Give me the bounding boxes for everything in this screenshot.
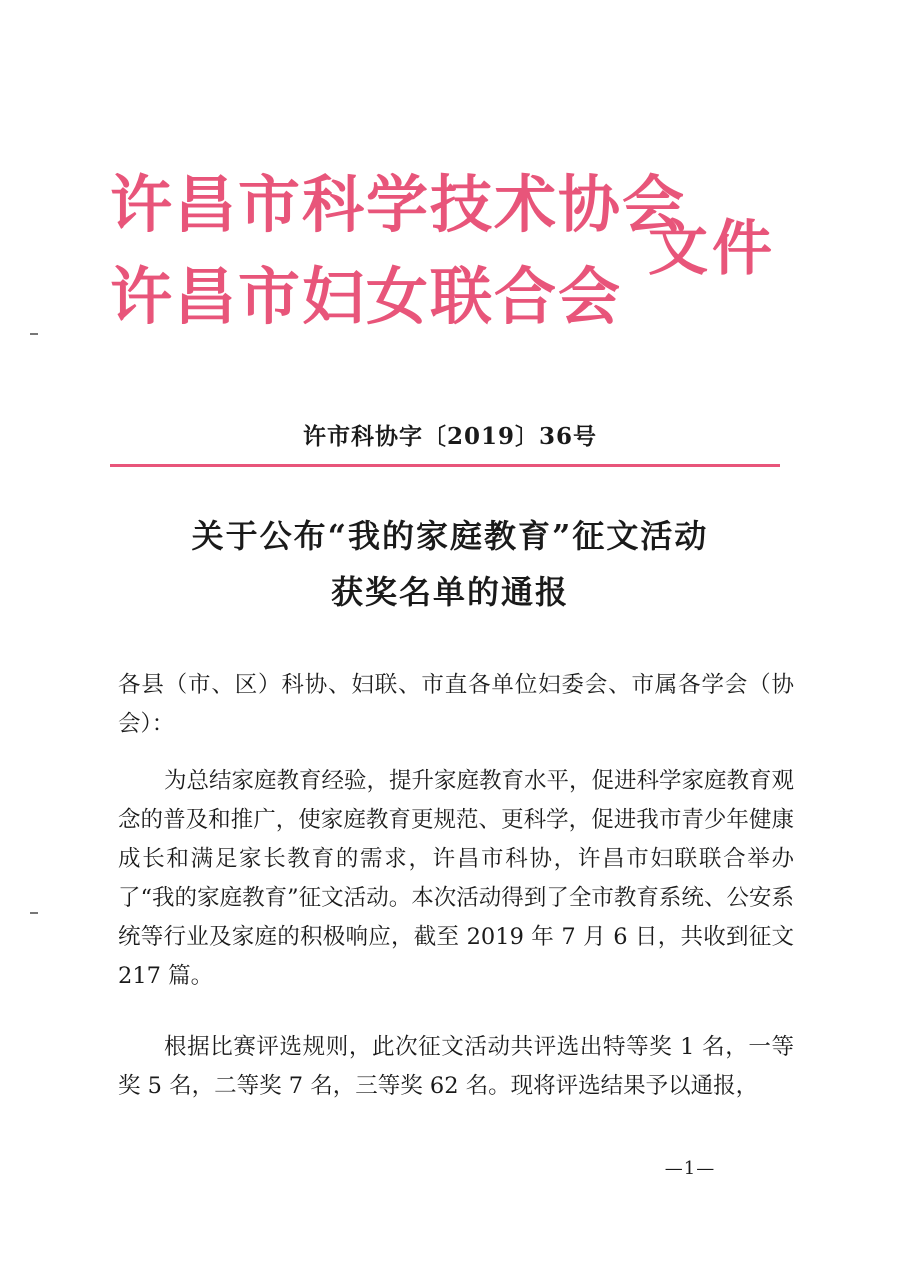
page-number: —1— xyxy=(664,1158,716,1179)
body-paragraph: 为总结家庭教育经验，提升家庭教育水平，促进科学家庭教育观念的普及和推广，使家庭教育更规范、更科学，促进我市青少年健康成长和满足家长教育的需求，许昌市科协，许昌市妇联联合举办了“我的家庭教育”征文活动。本次活动得到了全市教育系统、公安系统等行业及家庭的积极响应，截至 2019 年 7 月 6 日，共收到征文 217 篇。 xyxy=(118,768,795,989)
issuing-org-2: 许昌市妇女联合会 xyxy=(110,260,623,333)
scan-artifact-mark xyxy=(30,333,38,335)
document-header-suffix: 文件 xyxy=(648,214,776,284)
issuing-org-1: 许昌市科学技术协会 xyxy=(110,168,687,241)
scan-artifact-mark xyxy=(30,912,38,914)
document-title xyxy=(0,508,900,620)
red-divider-line xyxy=(110,464,780,467)
document-number: 许市科协字〔2019〕36号 xyxy=(302,423,598,450)
document-title-line-1: 关于公布“我的家庭教育”征文活动 xyxy=(191,517,709,555)
salutation: 各县（市、区）科协、妇联、市直各单位妇委会、市属各学会（协会）： xyxy=(118,672,794,737)
body-paragraph: 根据比赛评选规则，此次征文活动共评选出特等奖 1 名，一等奖 5 名，二等奖 7 名，三等奖 62 名。现将评选结果予以通报， xyxy=(118,1034,794,1099)
document-title-line-2: 获奖名单的通报 xyxy=(330,573,569,611)
